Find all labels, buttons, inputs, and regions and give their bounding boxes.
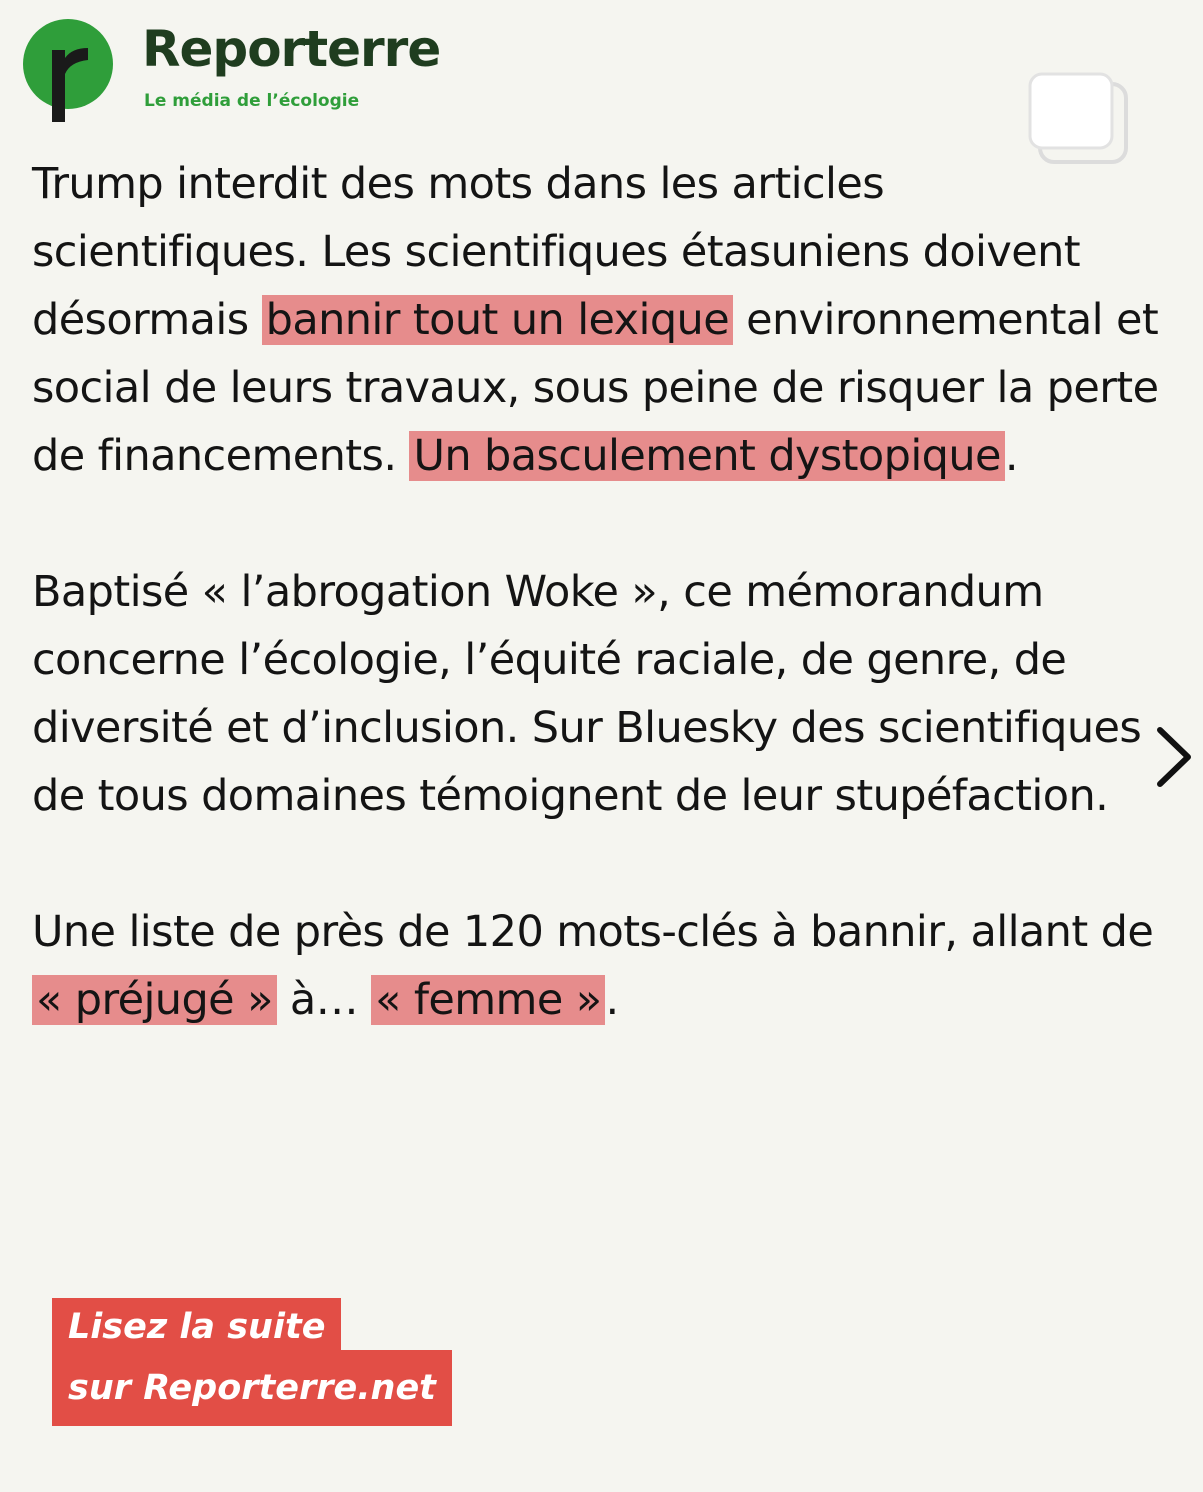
read-more-line-1: Lisez la suite: [52, 1298, 341, 1356]
paragraph-keywords: [32, 898, 1162, 1034]
read-more-line-2: sur Reporterre.net: [52, 1350, 452, 1426]
paragraph-intro: [32, 150, 1162, 490]
article-body: [32, 150, 1162, 1034]
paragraph-keywords-text-3: .: [605, 975, 619, 1025]
highlight-dystopique: Un basculement dystopique: [409, 431, 1004, 481]
read-more-button[interactable]: [52, 1298, 492, 1428]
brand-header: [22, 18, 462, 128]
chevron-right-icon[interactable]: [1150, 724, 1196, 790]
paragraph-intro-text-3: .: [1004, 431, 1018, 481]
paragraph-keywords-text-1: Une liste de près de 120 mots-clés à bannir, allant de: [32, 907, 1154, 957]
paragraph-intro-text-2: environnemental et social de leurs travaux, sous peine de risquer la perte de financements.: [32, 295, 1159, 481]
paragraph-keywords-text-2: à…: [276, 975, 372, 1025]
highlight-prejuge: « préjugé »: [32, 975, 277, 1025]
reporterre-logo-icon: [22, 18, 114, 122]
brand-tagline: Le média de l’écologie: [144, 91, 360, 111]
brand-name: Reporterre: [142, 20, 441, 78]
paragraph-memorandum: Baptisé « l’abrogation Woke », ce mémorandum concerne l’écologie, l’équité raciale, de genre, de diversité et d’inclusion. Sur Bluesky des scientifiques de tous domaines témoignent de leur stupéfaction.: [32, 567, 1142, 821]
highlight-femme: « femme »: [371, 975, 605, 1025]
highlight-lexique: bannir tout un lexique: [262, 295, 733, 345]
paragraph-intro-text-1: Trump interdit des mots dans les articles scientifiques. Les scientifiques étasuniens doivent désormais: [32, 159, 1080, 345]
